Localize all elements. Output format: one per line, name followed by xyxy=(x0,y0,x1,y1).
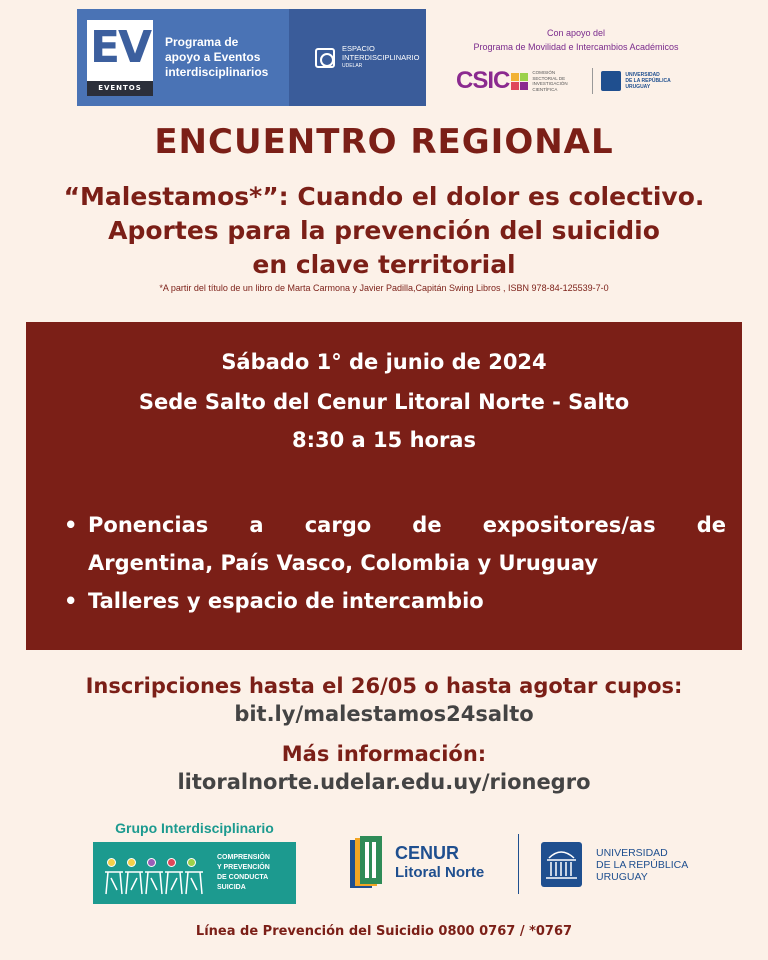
registration-link[interactable]: bit.ly/malestamos24salto xyxy=(234,702,534,726)
event-time: 8:30 a 15 horas xyxy=(292,428,476,452)
cenur-building-icon xyxy=(350,836,383,890)
grupo-line: SUICIDA xyxy=(217,884,246,891)
list-item-continuation: Argentina, País Vasco, Colombia y Uruguay xyxy=(88,551,599,575)
support-label: Con apoyo del xyxy=(546,28,606,38)
cenur-line: CENUR xyxy=(395,843,460,863)
espacio-line: INTERDISCIPLINARIO xyxy=(342,53,420,62)
subtitle-line: “Malestamos*”: Cuando el dolor es colectivo. xyxy=(63,182,705,211)
list-item: • Ponencias a cargo de expositores/as de xyxy=(62,506,726,544)
grupo-title: Grupo Interdisciplinario xyxy=(115,820,274,836)
subtitle-line: en clave territorial xyxy=(252,250,516,279)
cenur-name xyxy=(395,843,484,883)
grupo-name xyxy=(217,853,270,893)
cenur-logo xyxy=(350,836,484,890)
page-title: ENCUENTRO REGIONAL xyxy=(154,122,614,162)
support-text xyxy=(446,26,706,54)
udelar-line: URUGUAY xyxy=(596,870,648,883)
event-date: Sábado 1° de junio de 2024 xyxy=(221,350,547,374)
people-figures-icon xyxy=(103,848,213,898)
ev-program-banner xyxy=(77,9,426,106)
udelar-logo xyxy=(541,842,688,887)
csic-squares-icon xyxy=(511,73,528,90)
registration-text: Inscripciones hasta el 26/05 o hasta agotar cupos: xyxy=(85,674,683,698)
program-line: apoyo a Eventos xyxy=(165,50,261,64)
grupo-line: Y PREVENCIÓN xyxy=(217,864,270,871)
ev-banner-left xyxy=(77,9,289,106)
udelar-emblem-icon xyxy=(541,842,582,887)
footnote: *A partir del título de un libro de Marta Carmona y Javier Padilla,Capitán Swing Libros , ISBN 978-84-125539-7-0 xyxy=(159,283,609,293)
csic-name xyxy=(532,70,584,92)
program-line: interdisciplinarios xyxy=(165,65,269,79)
ev-logo-letters: EV xyxy=(89,21,151,73)
udelar-mini-line: URUGUAY xyxy=(625,84,651,90)
program-name xyxy=(165,35,268,80)
udelar-mini-line: DE LA REPÚBLICA xyxy=(625,78,671,84)
espacio-text xyxy=(342,44,420,71)
grupo-line: DE CONDUCTA xyxy=(217,874,269,881)
support-program: Programa de Movilidad e Intercambios Académicos xyxy=(473,42,679,52)
udelar-line: UNIVERSIDAD xyxy=(596,846,668,859)
event-subtitle xyxy=(30,180,738,282)
udelar-line: DE LA REPÚBLICA xyxy=(596,858,689,871)
espacio-sub: UDELAR xyxy=(342,63,363,69)
csic-line: SECTORIAL DE xyxy=(532,75,566,81)
udelar-mini-name xyxy=(625,72,670,90)
program-line: Programa de xyxy=(165,35,239,49)
support-logos xyxy=(456,66,696,96)
csic-logo: CSIC xyxy=(456,67,510,94)
grupo-line: COMPRENSIÓN xyxy=(217,854,270,861)
csic-line: INVESTIGACIÓN xyxy=(532,81,568,86)
hotline-text: Línea de Prevención del Suicidio 0800 0767 / *0767 xyxy=(195,924,573,939)
csic-line: CIENTÍFICA xyxy=(532,86,558,92)
espacio-interdisciplinario-logo xyxy=(289,9,426,106)
list-item: • Talleres y espacio de intercambio xyxy=(62,582,726,620)
subtitle-line: Aportes para la prevención del suicidio xyxy=(108,216,660,245)
divider xyxy=(592,68,593,94)
udelar-emblem-icon xyxy=(601,71,621,91)
grupo-logo xyxy=(93,842,296,904)
udelar-mini-line: UNIVERSIDAD xyxy=(625,72,660,78)
csic-line: COMISIÓN xyxy=(532,70,556,75)
event-venue: Sede Salto del Cenur Litoral Norte - Salto xyxy=(138,390,630,414)
espacio-line: ESPACIO xyxy=(342,44,375,53)
event-details-box xyxy=(26,322,742,650)
ev-logo-sub: EVENTOS xyxy=(87,81,153,96)
ev-logo xyxy=(87,20,153,96)
cenur-line: Litoral Norte xyxy=(395,864,485,881)
more-info-label: Más información: xyxy=(281,742,487,766)
more-info-link[interactable]: litoralnorte.udelar.edu.uy/rionegro xyxy=(177,770,591,794)
building-icon xyxy=(315,48,335,68)
udelar-name xyxy=(596,847,688,883)
divider xyxy=(518,834,519,894)
